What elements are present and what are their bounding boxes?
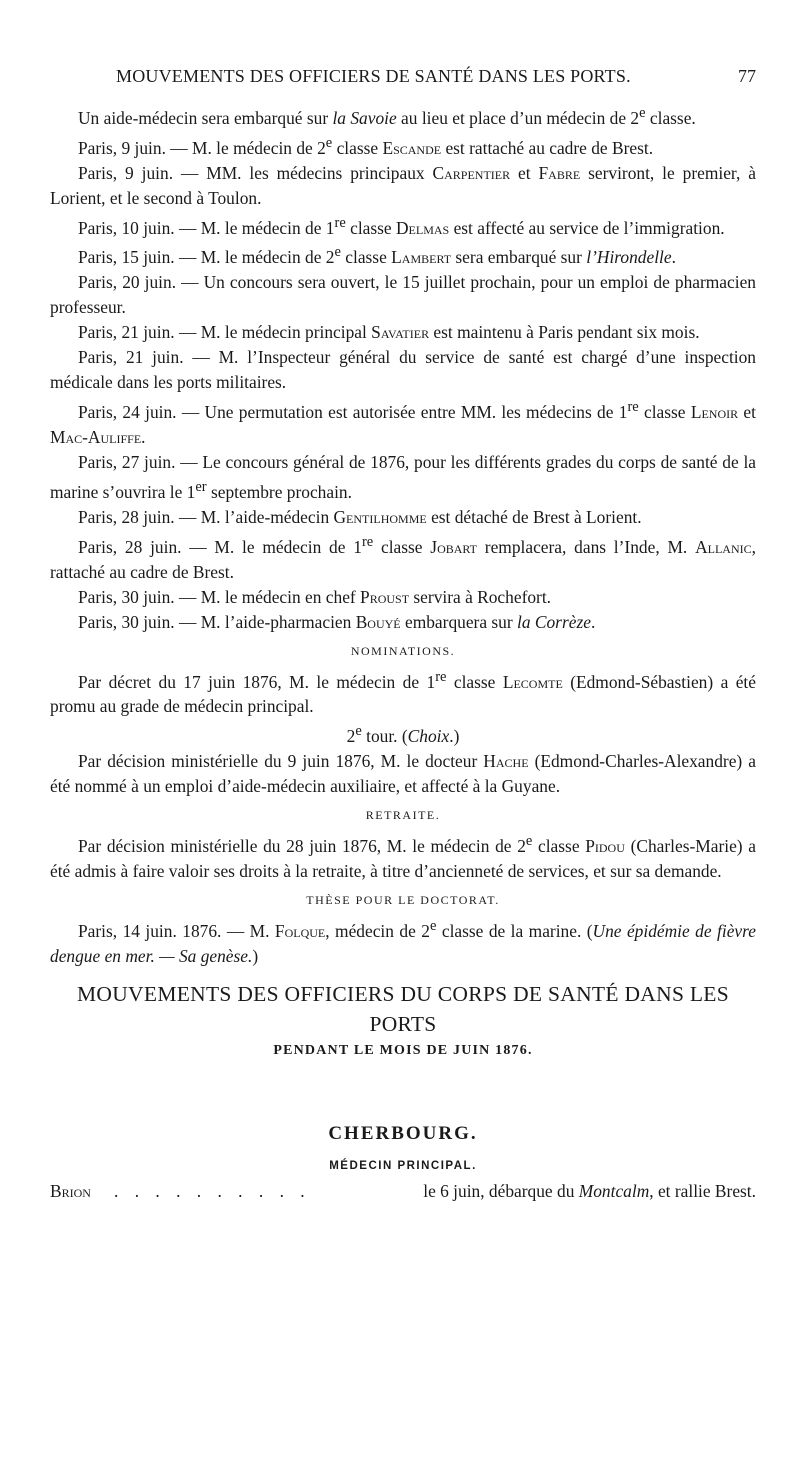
text-run: Paris, 28 juin. — M. le médecin de 1 xyxy=(78,536,362,557)
these-heading: THÈSE POUR LE DOCTORAT. xyxy=(306,892,500,907)
page-number: 77 xyxy=(738,66,756,86)
text-run: Proust xyxy=(360,586,410,607)
text-run: sera embarqué sur xyxy=(451,247,587,268)
paragraph xyxy=(50,395,756,450)
paragraph xyxy=(50,505,756,530)
text-run: Paris, 9 juin. — MM. les médecins principaux xyxy=(78,162,433,183)
text-run: Folque xyxy=(274,920,326,941)
text-run: ) xyxy=(252,945,259,966)
text-run: est rattaché au cadre de Brest. xyxy=(441,137,654,158)
text-run: Bouyé xyxy=(355,611,401,632)
text-run: Carpentier xyxy=(432,162,511,183)
text-run: Delmas xyxy=(395,217,450,238)
text-run: la Savoie xyxy=(332,107,397,128)
text-run: Paris, 15 juin. — M. le médecin de 2 xyxy=(78,247,335,268)
text-run: tour. ( xyxy=(361,726,408,747)
text-run: Paris, 24 juin. — Une permutation est autorisée entre MM. les médecins de 1 xyxy=(78,401,628,422)
text-run: Par décision ministérielle du 9 juin 1876, M. le docteur xyxy=(78,751,484,772)
text-run: e xyxy=(525,833,533,850)
paragraph xyxy=(50,530,756,585)
text-run: l’Hirondelle xyxy=(586,247,672,268)
section-title: MOUVEMENTS DES OFFICIERS DU CORPS DE SANTÉ DANS LES PORTS xyxy=(76,981,730,1036)
text-run: Lambert xyxy=(391,247,452,268)
nominations-heading: NOMINATIONS. xyxy=(350,643,456,658)
text-run: est affecté au service de l’immigration. xyxy=(449,217,725,238)
text-run: est maintenu à Paris pendant six mois. xyxy=(429,322,700,343)
text-run: Une épidémie de fièvre dengue en mer. — Sa genèse. xyxy=(50,920,756,966)
text-run: Paris, 9 juin. — M. le médecin de 2 xyxy=(78,137,326,158)
text-run: et xyxy=(510,162,539,183)
text-run: embarquera sur xyxy=(400,611,518,632)
nomination-paragraph xyxy=(50,749,756,799)
text-run: Allanic xyxy=(695,536,752,557)
text-run: re xyxy=(435,668,447,685)
text-run: Paris, 30 juin. — M. le médecin en chef xyxy=(78,586,361,607)
text-run: Paris, 27 juin. — Le concours général de 1876, pour les différents grades du corps de santé de la marine s’ouvrira le 1 xyxy=(50,451,756,502)
text-run: (Edmond-Charles-Alexandre) a été nommé à un emploi d’aide-médecin auxiliaire, et affecté à la Guyane. xyxy=(50,751,756,797)
text-run: Paris, 21 juin. — M. le médecin principal xyxy=(78,322,372,343)
text-run: le 6 juin, débarque du xyxy=(423,1180,579,1201)
text-run: au lieu et place d’un médecin de 2 xyxy=(396,107,640,128)
text-run: , médecin de 2 xyxy=(325,920,430,941)
text-run: e xyxy=(334,244,341,261)
rank-heading: MÉDECIN PRINCIPAL. xyxy=(329,1159,477,1172)
text-run: servira à Rochefort. xyxy=(409,586,552,607)
text-run: classe xyxy=(345,217,396,238)
page-body xyxy=(50,101,756,1205)
text-run: Paris, 14 juin. 1876. — M. xyxy=(78,920,275,941)
entry-leader-dots: . . . . . . . . . . xyxy=(114,1180,311,1201)
entry-detail xyxy=(423,1179,756,1204)
text-run: Hache xyxy=(483,751,529,772)
paragraph xyxy=(50,131,756,161)
text-run: Choix xyxy=(407,726,450,747)
text-run: , rattaché au cadre de Brest. xyxy=(50,536,756,582)
text-run: Savatier xyxy=(371,322,430,343)
text-run: Paris, 20 juin. — Un concours sera ouvert, le 15 juillet prochain, pour un emploi de pharmacien professeur. xyxy=(50,272,756,318)
text-run: e xyxy=(355,723,362,740)
text-run: . xyxy=(141,426,146,447)
text-run: e xyxy=(429,917,437,934)
text-run: serviront, le premier, à Lorient, et le second à Toulon. xyxy=(50,162,756,208)
text-run: . xyxy=(590,611,596,632)
text-run: Pidou xyxy=(585,835,625,856)
text-run: 2 xyxy=(346,726,356,747)
paragraph xyxy=(50,320,756,345)
retraite-paragraph xyxy=(50,829,756,884)
text-run: e xyxy=(325,134,333,151)
text-run: Fabre xyxy=(538,162,581,183)
text-run: classe xyxy=(532,835,586,856)
text-run: Paris, 30 juin. — M. l’aide-pharmacien xyxy=(78,611,356,632)
text-run: Par décret du 17 juin 1876, M. le médecin de 1 xyxy=(78,671,436,692)
text-run: Paris, 10 juin. — M. le médecin de 1 xyxy=(78,217,335,238)
text-run: classe xyxy=(446,671,503,692)
personnel-entry xyxy=(50,1179,756,1205)
text-run: re xyxy=(361,533,374,550)
text-run: septembre prochain. xyxy=(206,481,352,502)
text-run: est détaché de Brest à Lorient. xyxy=(426,506,642,527)
text-run: Un aide-médecin sera embarqué sur xyxy=(78,107,333,128)
text-run: Lecomte xyxy=(502,671,563,692)
paragraph xyxy=(50,585,756,610)
dispatch-list xyxy=(50,101,756,635)
retraite-heading: RETRAITE. xyxy=(365,808,441,823)
paragraph xyxy=(50,101,756,131)
paragraph xyxy=(50,450,756,505)
text-run: la Corrèze xyxy=(517,611,591,632)
text-run: Montcalm xyxy=(578,1180,650,1201)
text-run: classe xyxy=(340,247,392,268)
text-run: classe. xyxy=(645,107,696,128)
these-paragraph xyxy=(50,914,756,969)
text-run: remplacera, dans l’Inde, M. xyxy=(477,536,696,557)
text-run: e xyxy=(639,105,646,121)
text-run: Paris, 21 juin. — M. l’Inspecteur général du service de santé est chargé d’une inspection médicale dans les ports militaires. xyxy=(50,347,756,393)
entry-name: Brion xyxy=(50,1180,91,1201)
text-run: classe de la marine. ( xyxy=(436,920,593,941)
text-run: Paris, 28 juin. — M. l’aide-médecin xyxy=(78,506,334,527)
header-title: MOUVEMENTS DES OFFICIERS DE SANTÉ DANS LES PORTS. xyxy=(116,66,631,86)
text-run: . xyxy=(671,247,676,268)
text-run: Escande xyxy=(382,137,442,158)
section-subtitle: PENDANT LE MOIS DE JUIN 1876. xyxy=(273,1042,533,1058)
text-run: (Charles-Marie) a été admis à faire valoir ses droits à la retraite, à titre d’ancienneté de services, et sur sa demande. xyxy=(50,835,756,881)
text-run: classe xyxy=(638,401,691,422)
tour-line xyxy=(50,719,756,749)
paragraph xyxy=(50,270,756,320)
text-run: Par décision ministérielle du 28 juin 1876, M. le médecin de 2 xyxy=(78,835,526,856)
text-run: re xyxy=(627,399,639,416)
text-run: , et rallie Brest. xyxy=(649,1180,756,1201)
running-header xyxy=(116,66,756,96)
text-run: Jobart xyxy=(430,536,478,557)
text-run: et xyxy=(738,401,756,422)
text-run: classe xyxy=(373,536,431,557)
paragraph xyxy=(50,240,756,270)
text-run: Mac-Auliffe xyxy=(50,426,142,447)
text-run: Lenoir xyxy=(690,401,739,422)
paragraph xyxy=(50,610,756,635)
paragraph xyxy=(50,211,756,241)
city-heading: CHERBOURG. xyxy=(328,1122,478,1144)
text-run: re xyxy=(334,214,346,231)
text-run: .) xyxy=(449,726,460,747)
paragraph xyxy=(50,161,756,211)
nomination-paragraph xyxy=(50,665,756,720)
text-run: (Edmond-Sébastien) a été promu au grade de médecin principal. xyxy=(50,671,756,717)
paragraph xyxy=(50,345,756,395)
text-run: classe xyxy=(332,137,383,158)
text-run: er xyxy=(195,478,207,495)
text-run: Gentilhomme xyxy=(333,506,427,527)
